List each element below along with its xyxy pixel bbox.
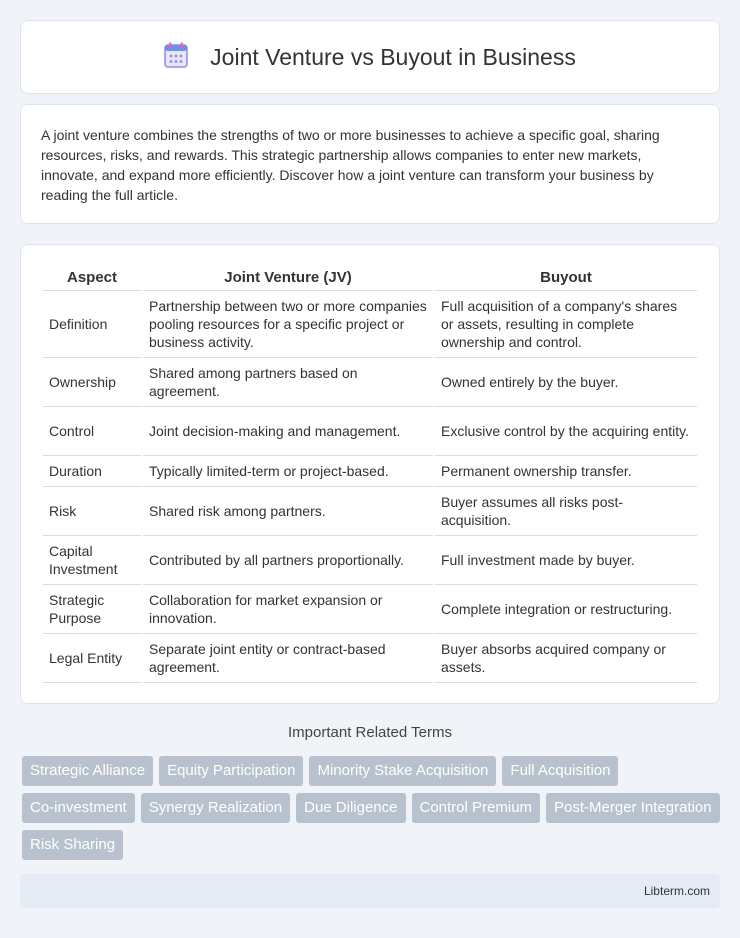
table-row <box>43 358 697 407</box>
header-aspect: Aspect <box>43 265 141 291</box>
tag-co-investment[interactable]: Co-investment <box>22 793 135 823</box>
tag-equity-participation[interactable]: Equity Participation <box>159 756 303 786</box>
table-row <box>43 536 697 585</box>
cell-aspect: Ownership <box>43 358 141 407</box>
cell-buyout: Buyer assumes all risks post-acquisition. <box>435 487 697 536</box>
cell-aspect: Control <box>43 407 141 456</box>
comparison-table <box>41 265 699 683</box>
cell-buyout: Exclusive control by the acquiring entity. <box>435 407 697 456</box>
tag-strategic-alliance[interactable]: Strategic Alliance <box>22 756 153 786</box>
related-terms-list <box>22 756 722 860</box>
table-row <box>43 487 697 536</box>
cell-jv: Contributed by all partners proportionally. <box>143 536 433 585</box>
tag-risk-sharing[interactable]: Risk Sharing <box>22 830 123 860</box>
tag-post-merger-integration[interactable]: Post-Merger Integration <box>546 793 720 823</box>
cell-aspect: Capital Investment <box>43 536 141 585</box>
header-card <box>20 20 720 94</box>
tag-due-diligence[interactable]: Due Diligence <box>296 793 405 823</box>
cell-buyout: Buyer absorbs acquired company or assets. <box>435 634 697 683</box>
calendar-icon <box>164 42 188 73</box>
intro-text: A joint venture combines the strengths of two or more businesses to achieve a specific goal, sharing resources, risks, and rewards. This strategic partnership allows companies to enter new markets, innovate, and expand more efficiently. Discover how a joint venture can transform your business by reading the full article. <box>41 127 660 203</box>
cell-jv: Joint decision-making and management. <box>143 407 433 456</box>
cell-aspect: Legal Entity <box>43 634 141 683</box>
table-header-row <box>43 265 697 291</box>
page-title: Joint Venture vs Buyout in Business <box>210 43 576 70</box>
table-row <box>43 585 697 634</box>
cell-aspect: Definition <box>43 291 141 358</box>
header-buyout: Buyout <box>435 265 697 291</box>
cell-jv: Partnership between two or more companies pooling resources for a specific project or business activity. <box>143 291 433 358</box>
cell-jv: Shared among partners based on agreement. <box>143 358 433 407</box>
table-row <box>43 456 697 487</box>
cell-buyout: Permanent ownership transfer. <box>435 456 697 487</box>
footer <box>20 874 720 908</box>
table-row <box>43 291 697 358</box>
intro-card <box>20 104 720 224</box>
cell-jv: Separate joint entity or contract-based agreement. <box>143 634 433 683</box>
cell-aspect: Strategic Purpose <box>43 585 141 634</box>
header-joint-venture: Joint Venture (JV) <box>143 265 433 291</box>
tag-synergy-realization[interactable]: Synergy Realization <box>141 793 290 823</box>
cell-jv: Typically limited-term or project-based. <box>143 456 433 487</box>
cell-jv: Shared risk among partners. <box>143 487 433 536</box>
table-row <box>43 634 697 683</box>
cell-jv: Collaboration for market expansion or innovation. <box>143 585 433 634</box>
cell-buyout: Complete integration or restructuring. <box>435 585 697 634</box>
tag-full-acquisition[interactable]: Full Acquisition <box>502 756 618 786</box>
tag-control-premium[interactable]: Control Premium <box>412 793 541 823</box>
comparison-table-card <box>20 244 720 704</box>
tag-minority-stake-acquisition[interactable]: Minority Stake Acquisition <box>309 756 496 786</box>
related-terms-title: Important Related Terms <box>288 724 452 741</box>
cell-buyout: Owned entirely by the buyer. <box>435 358 697 407</box>
cell-aspect: Duration <box>43 456 141 487</box>
cell-buyout: Full acquisition of a company's shares or assets, resulting in complete ownership and control. <box>435 291 697 358</box>
table-row <box>43 407 697 456</box>
cell-buyout: Full investment made by buyer. <box>435 536 697 585</box>
title-wrap <box>164 42 576 73</box>
footer-site-link[interactable]: Libterm.com <box>643 884 710 898</box>
cell-aspect: Risk <box>43 487 141 536</box>
